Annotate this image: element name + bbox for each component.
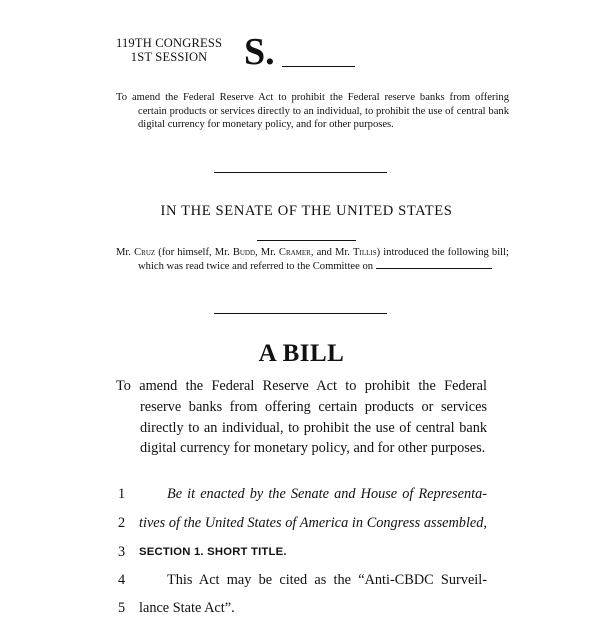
cosponsor-name: Tillis — [353, 247, 377, 258]
line-number: 5 — [118, 600, 126, 616]
cosponsor-name: Budd — [232, 247, 256, 258]
short-title-text-cont: lance State Act”. — [139, 600, 235, 616]
sponsor-name: Cruz — [134, 247, 156, 258]
bill-summary: To amend the Federal Reserve Act to prohibit the Federal reserve banks from offering certain products or services directly to an individual, to prohibit the use of central bank digital currency for monetary policy, and for other purposes. — [116, 92, 509, 131]
intro-text-mid1: (for himself, Mr. — [155, 247, 233, 258]
bill-number-prefix: S. — [244, 31, 275, 73]
section-heading: SECTION 1. SHORT TITLE. — [139, 546, 287, 558]
chamber-heading: IN THE SENATE OF THE UNITED STATES — [160, 203, 453, 219]
bill-heading: A BILL — [258, 340, 345, 367]
line-number: 4 — [118, 572, 126, 588]
divider-rule-thin — [257, 240, 356, 241]
line-number: 1 — [118, 486, 126, 502]
enacting-clause-cont: tives of the United States of America in Congress assembled, — [139, 515, 487, 531]
congress-label: 119TH CONGRESS — [116, 36, 223, 50]
intro-text-start: Mr. — [116, 247, 135, 258]
short-title-text: This Act may be cited as the “Anti-CBDC Surveil- — [167, 572, 487, 588]
intro-text-mid3: , and Mr. — [310, 247, 354, 258]
introduction-paragraph — [116, 246, 509, 273]
divider-rule-bottom — [214, 313, 387, 314]
intro-text-mid2: , Mr. — [255, 247, 279, 258]
long-title-text: To amend the Federal Reserve Act to prohibit the Federal reserve banks from offering certain products or services directly to an individual, to prohibit the use of central bank digital currency for monetary policy, and for other purposes. — [116, 378, 487, 457]
enacting-clause: Be it enacted by the Senate and House of Representa- — [167, 486, 487, 502]
cosponsor-name: Cramer — [278, 247, 311, 258]
bill-number-blank — [282, 66, 355, 67]
committee-blank — [376, 267, 492, 269]
line-number: 2 — [118, 515, 126, 531]
bill-line — [0, 544, 613, 571]
bill-line — [0, 600, 613, 627]
long-title — [116, 376, 487, 459]
bill-line — [0, 572, 613, 599]
line-number: 3 — [118, 544, 126, 560]
bill-line — [0, 515, 613, 542]
bill-line — [0, 486, 613, 513]
intro-text-end: ) introduced the following bill; which was read twice and referred to the Committee on — [138, 247, 509, 272]
congress-session-block — [116, 36, 222, 64]
session-label: 1ST SESSION — [130, 50, 208, 64]
divider-rule-top — [214, 172, 387, 173]
